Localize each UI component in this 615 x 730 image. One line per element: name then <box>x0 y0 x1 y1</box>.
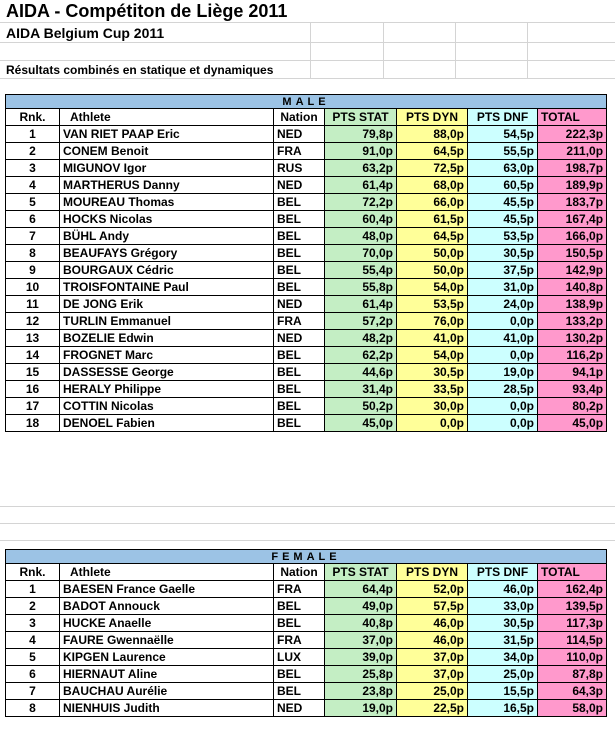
male-results-table <box>5 94 607 432</box>
table-row <box>6 228 607 245</box>
athlete-cell: HUCKE Anaelle <box>60 615 274 632</box>
rank-cell: 15 <box>6 364 60 381</box>
stat-points-cell: 91,0p <box>325 143 397 160</box>
stat-points-cell: 49,0p <box>325 598 397 615</box>
table-row <box>6 615 607 632</box>
stat-column-header: PTS STAT <box>325 564 397 581</box>
dnf-points-cell: 0,0p <box>468 415 538 432</box>
stat-points-cell: 23,8p <box>325 683 397 700</box>
stat-points-cell: 55,8p <box>325 279 397 296</box>
total-points-cell: 114,5p <box>538 632 607 649</box>
dyn-points-cell: 61,5p <box>397 211 468 228</box>
dnf-points-cell: 16,5p <box>468 700 538 717</box>
table-row <box>6 279 607 296</box>
dnf-points-cell: 28,5p <box>468 381 538 398</box>
athlete-cell: HERALY Philippe <box>60 381 274 398</box>
table-row <box>6 296 607 313</box>
total-points-cell: 183,7p <box>538 194 607 211</box>
dnf-points-cell: 45,5p <box>468 211 538 228</box>
athlete-column-header: Athlete <box>60 564 274 581</box>
nation-cell: BEL <box>274 194 325 211</box>
total-column-header: TOTAL <box>538 564 607 581</box>
total-column-header: TOTAL <box>538 109 607 126</box>
dyn-column-header: PTS DYN <box>397 109 468 126</box>
dnf-points-cell: 34,0p <box>468 649 538 666</box>
athlete-cell: MIGUNOV Igor <box>60 160 274 177</box>
nation-cell: BEL <box>274 245 325 262</box>
dnf-points-cell: 30,5p <box>468 615 538 632</box>
total-points-cell: 133,2p <box>538 313 607 330</box>
table-row <box>6 160 607 177</box>
dyn-points-cell: 66,0p <box>397 194 468 211</box>
grid-line <box>0 506 615 507</box>
rank-cell: 14 <box>6 347 60 364</box>
dyn-points-cell: 57,5p <box>397 598 468 615</box>
rank-cell: 5 <box>6 649 60 666</box>
dyn-points-cell: 30,0p <box>397 398 468 415</box>
dyn-points-cell: 46,0p <box>397 615 468 632</box>
dyn-points-cell: 46,0p <box>397 632 468 649</box>
nation-cell: LUX <box>274 649 325 666</box>
dyn-points-cell: 54,0p <box>397 347 468 364</box>
nation-cell: FRA <box>274 143 325 160</box>
rank-cell: 3 <box>6 160 60 177</box>
total-points-cell: 80,2p <box>538 398 607 415</box>
dnf-column-header: PTS DNF <box>468 564 538 581</box>
dyn-points-cell: 64,5p <box>397 228 468 245</box>
stat-points-cell: 25,8p <box>325 666 397 683</box>
dnf-points-cell: 54,5p <box>468 126 538 143</box>
total-points-cell: 166,0p <box>538 228 607 245</box>
rank-cell: 18 <box>6 415 60 432</box>
athlete-cell: HOCKS Nicolas <box>60 211 274 228</box>
table-row <box>6 364 607 381</box>
athlete-cell: MOUREAU Thomas <box>60 194 274 211</box>
dyn-points-cell: 64,5p <box>397 143 468 160</box>
dnf-points-cell: 25,0p <box>468 666 538 683</box>
athlete-cell: BAESEN France Gaelle <box>60 581 274 598</box>
table-row <box>6 177 607 194</box>
dyn-points-cell: 72,5p <box>397 160 468 177</box>
dnf-points-cell: 33,0p <box>468 598 538 615</box>
total-points-cell: 139,5p <box>538 598 607 615</box>
dyn-points-cell: 30,5p <box>397 364 468 381</box>
athlete-cell: BÜHL Andy <box>60 228 274 245</box>
dnf-points-cell: 0,0p <box>468 398 538 415</box>
nation-cell: BEL <box>274 398 325 415</box>
total-points-cell: 117,3p <box>538 615 607 632</box>
table-row <box>6 666 607 683</box>
nation-cell: BEL <box>274 279 325 296</box>
dnf-points-cell: 24,0p <box>468 296 538 313</box>
table-row <box>6 211 607 228</box>
total-points-cell: 110,0p <box>538 649 607 666</box>
stat-points-cell: 48,0p <box>325 228 397 245</box>
page-title: AIDA - Compétiton de Liège 2011 <box>6 1 288 21</box>
nation-cell: BEL <box>274 381 325 398</box>
rank-cell: 16 <box>6 381 60 398</box>
stat-points-cell: 55,4p <box>325 262 397 279</box>
athlete-cell: BEAUFAYS Grégory <box>60 245 274 262</box>
dnf-points-cell: 45,5p <box>468 194 538 211</box>
total-points-cell: 142,9p <box>538 262 607 279</box>
nation-cell: FRA <box>274 313 325 330</box>
table-row <box>6 649 607 666</box>
table-row <box>6 381 607 398</box>
stat-points-cell: 31,4p <box>325 381 397 398</box>
dnf-points-cell: 0,0p <box>468 347 538 364</box>
nation-cell: NED <box>274 700 325 717</box>
table-row <box>6 262 607 279</box>
dyn-points-cell: 50,0p <box>397 245 468 262</box>
grid-line <box>0 60 615 61</box>
nation-cell: BEL <box>274 347 325 364</box>
rank-cell: 1 <box>6 126 60 143</box>
rank-cell: 3 <box>6 615 60 632</box>
dnf-points-cell: 31,0p <box>468 279 538 296</box>
table-row <box>6 347 607 364</box>
stat-points-cell: 44,6p <box>325 364 397 381</box>
nation-cell: BEL <box>274 364 325 381</box>
stat-points-cell: 79,8p <box>325 126 397 143</box>
rank-cell: 5 <box>6 194 60 211</box>
nation-cell: FRA <box>274 581 325 598</box>
athlete-cell: FAURE Gwennaëlle <box>60 632 274 649</box>
results-description: Résultats combinés en statique et dynamiques <box>6 63 274 77</box>
athlete-cell: VAN RIET PAAP Eric <box>60 126 274 143</box>
stat-points-cell: 60,4p <box>325 211 397 228</box>
total-points-cell: 189,9p <box>538 177 607 194</box>
dnf-points-cell: 15,5p <box>468 683 538 700</box>
grid-line <box>0 78 615 79</box>
dyn-points-cell: 37,0p <box>397 666 468 683</box>
table-row <box>6 700 607 717</box>
dnf-points-cell: 46,0p <box>468 581 538 598</box>
table-row <box>6 598 607 615</box>
athlete-cell: DE JONG Erik <box>60 296 274 313</box>
table-row <box>6 415 607 432</box>
dyn-points-cell: 68,0p <box>397 177 468 194</box>
stat-points-cell: 40,8p <box>325 615 397 632</box>
stat-points-cell: 39,0p <box>325 649 397 666</box>
total-points-cell: 45,0p <box>538 415 607 432</box>
dyn-points-cell: 50,0p <box>397 262 468 279</box>
nation-cell: BEL <box>274 683 325 700</box>
nation-cell: BEL <box>274 415 325 432</box>
table-row <box>6 245 607 262</box>
table-row <box>6 126 607 143</box>
dyn-points-cell: 54,0p <box>397 279 468 296</box>
dyn-points-cell: 53,5p <box>397 296 468 313</box>
total-points-cell: 58,0p <box>538 700 607 717</box>
total-points-cell: 150,5p <box>538 245 607 262</box>
nation-column-header: Nation <box>274 109 325 126</box>
rank-cell: 7 <box>6 228 60 245</box>
nation-cell: BEL <box>274 615 325 632</box>
total-points-cell: 94,1p <box>538 364 607 381</box>
dnf-points-cell: 19,0p <box>468 364 538 381</box>
rank-cell: 6 <box>6 211 60 228</box>
athlete-cell: BAUCHAU Aurélie <box>60 683 274 700</box>
athlete-cell: TROISFONTAINE Paul <box>60 279 274 296</box>
total-points-cell: 138,9p <box>538 296 607 313</box>
dnf-points-cell: 63,0p <box>468 160 538 177</box>
dyn-points-cell: 41,0p <box>397 330 468 347</box>
rank-cell: 2 <box>6 598 60 615</box>
total-points-cell: 87,8p <box>538 666 607 683</box>
dyn-points-cell: 25,0p <box>397 683 468 700</box>
rank-cell: 8 <box>6 245 60 262</box>
grid-line <box>310 22 311 78</box>
rank-cell: 12 <box>6 313 60 330</box>
total-points-cell: 198,7p <box>538 160 607 177</box>
athlete-cell: DENOEL Fabien <box>60 415 274 432</box>
total-points-cell: 211,0p <box>538 143 607 160</box>
total-points-cell: 130,2p <box>538 330 607 347</box>
stat-points-cell: 37,0p <box>325 632 397 649</box>
grid-line <box>0 523 615 524</box>
female-results-body <box>6 581 607 717</box>
table-row <box>6 330 607 347</box>
rank-cell: 9 <box>6 262 60 279</box>
rank-cell: 4 <box>6 177 60 194</box>
table-row <box>6 683 607 700</box>
stat-points-cell: 72,2p <box>325 194 397 211</box>
athlete-cell: MARTHERUS Danny <box>60 177 274 194</box>
stat-points-cell: 19,0p <box>325 700 397 717</box>
dnf-points-cell: 31,5p <box>468 632 538 649</box>
rank-cell: 7 <box>6 683 60 700</box>
athlete-cell: CONEM Benoit <box>60 143 274 160</box>
grid-line <box>0 42 615 43</box>
dyn-points-cell: 37,0p <box>397 649 468 666</box>
athlete-cell: KIPGEN Laurence <box>60 649 274 666</box>
table-row <box>6 632 607 649</box>
dnf-points-cell: 41,0p <box>468 330 538 347</box>
nation-cell: BEL <box>274 262 325 279</box>
dnf-column-header: PTS DNF <box>468 109 538 126</box>
male-results-body <box>6 126 607 432</box>
page-subtitle: AIDA Belgium Cup 2011 <box>6 25 165 41</box>
athlete-cell: COTTIN Nicolas <box>60 398 274 415</box>
nation-cell: BEL <box>274 211 325 228</box>
athlete-cell: HIERNAUT Aline <box>60 666 274 683</box>
rank-cell: 11 <box>6 296 60 313</box>
stat-points-cell: 64,4p <box>325 581 397 598</box>
table-row <box>6 143 607 160</box>
rank-cell: 2 <box>6 143 60 160</box>
rank-cell: 13 <box>6 330 60 347</box>
athlete-cell: DASSESSE George <box>60 364 274 381</box>
total-points-cell: 116,2p <box>538 347 607 364</box>
dyn-points-cell: 52,0p <box>397 581 468 598</box>
dyn-points-cell: 0,0p <box>397 415 468 432</box>
grid-line <box>0 22 615 23</box>
nation-cell: BEL <box>274 598 325 615</box>
stat-points-cell: 70,0p <box>325 245 397 262</box>
stat-points-cell: 63,2p <box>325 160 397 177</box>
nation-cell: RUS <box>274 160 325 177</box>
dyn-points-cell: 22,5p <box>397 700 468 717</box>
dnf-points-cell: 0,0p <box>468 313 538 330</box>
stat-points-cell: 48,2p <box>325 330 397 347</box>
rank-cell: 8 <box>6 700 60 717</box>
table-row <box>6 398 607 415</box>
stat-points-cell: 57,2p <box>325 313 397 330</box>
dnf-points-cell: 53,5p <box>468 228 538 245</box>
grid-line <box>455 22 456 78</box>
dyn-points-cell: 76,0p <box>397 313 468 330</box>
athlete-cell: BADOT Annouck <box>60 598 274 615</box>
rank-cell: 1 <box>6 581 60 598</box>
dyn-points-cell: 33,5p <box>397 381 468 398</box>
athlete-cell: BOURGAUX Cédric <box>60 262 274 279</box>
stat-points-cell: 50,2p <box>325 398 397 415</box>
female-section-header: FEMALE <box>6 550 607 564</box>
dyn-points-cell: 88,0p <box>397 126 468 143</box>
total-points-cell: 222,3p <box>538 126 607 143</box>
stat-points-cell: 61,4p <box>325 177 397 194</box>
grid-line <box>0 540 615 541</box>
nation-cell: NED <box>274 177 325 194</box>
total-points-cell: 140,8p <box>538 279 607 296</box>
athlete-cell: TURLIN Emmanuel <box>60 313 274 330</box>
male-section-header: MALE <box>6 95 607 109</box>
dnf-points-cell: 37,5p <box>468 262 538 279</box>
total-points-cell: 93,4p <box>538 381 607 398</box>
dnf-points-cell: 30,5p <box>468 245 538 262</box>
table-row <box>6 581 607 598</box>
grid-line <box>383 22 384 78</box>
nation-cell: BEL <box>274 666 325 683</box>
nation-cell: NED <box>274 330 325 347</box>
rank-cell: 10 <box>6 279 60 296</box>
stat-points-cell: 62,2p <box>325 347 397 364</box>
rank-column-header: Rnk. <box>6 109 60 126</box>
stat-column-header: PTS STAT <box>325 109 397 126</box>
nation-cell: FRA <box>274 632 325 649</box>
stat-points-cell: 61,4p <box>325 296 397 313</box>
rank-cell: 6 <box>6 666 60 683</box>
total-points-cell: 64,3p <box>538 683 607 700</box>
athlete-cell: NIENHUIS Judith <box>60 700 274 717</box>
total-points-cell: 162,4p <box>538 581 607 598</box>
female-results-table <box>5 549 607 717</box>
nation-cell: BEL <box>274 228 325 245</box>
total-points-cell: 167,4p <box>538 211 607 228</box>
athlete-cell: BOZELIE Edwin <box>60 330 274 347</box>
dnf-points-cell: 60,5p <box>468 177 538 194</box>
rank-column-header: Rnk. <box>6 564 60 581</box>
table-row <box>6 194 607 211</box>
table-row <box>6 313 607 330</box>
athlete-column-header: Athlete <box>60 109 274 126</box>
rank-cell: 17 <box>6 398 60 415</box>
rank-cell: 4 <box>6 632 60 649</box>
nation-cell: NED <box>274 126 325 143</box>
dyn-column-header: PTS DYN <box>397 564 468 581</box>
nation-column-header: Nation <box>274 564 325 581</box>
stat-points-cell: 45,0p <box>325 415 397 432</box>
dnf-points-cell: 55,5p <box>468 143 538 160</box>
athlete-cell: FROGNET Marc <box>60 347 274 364</box>
grid-line <box>527 22 528 78</box>
nation-cell: NED <box>274 296 325 313</box>
